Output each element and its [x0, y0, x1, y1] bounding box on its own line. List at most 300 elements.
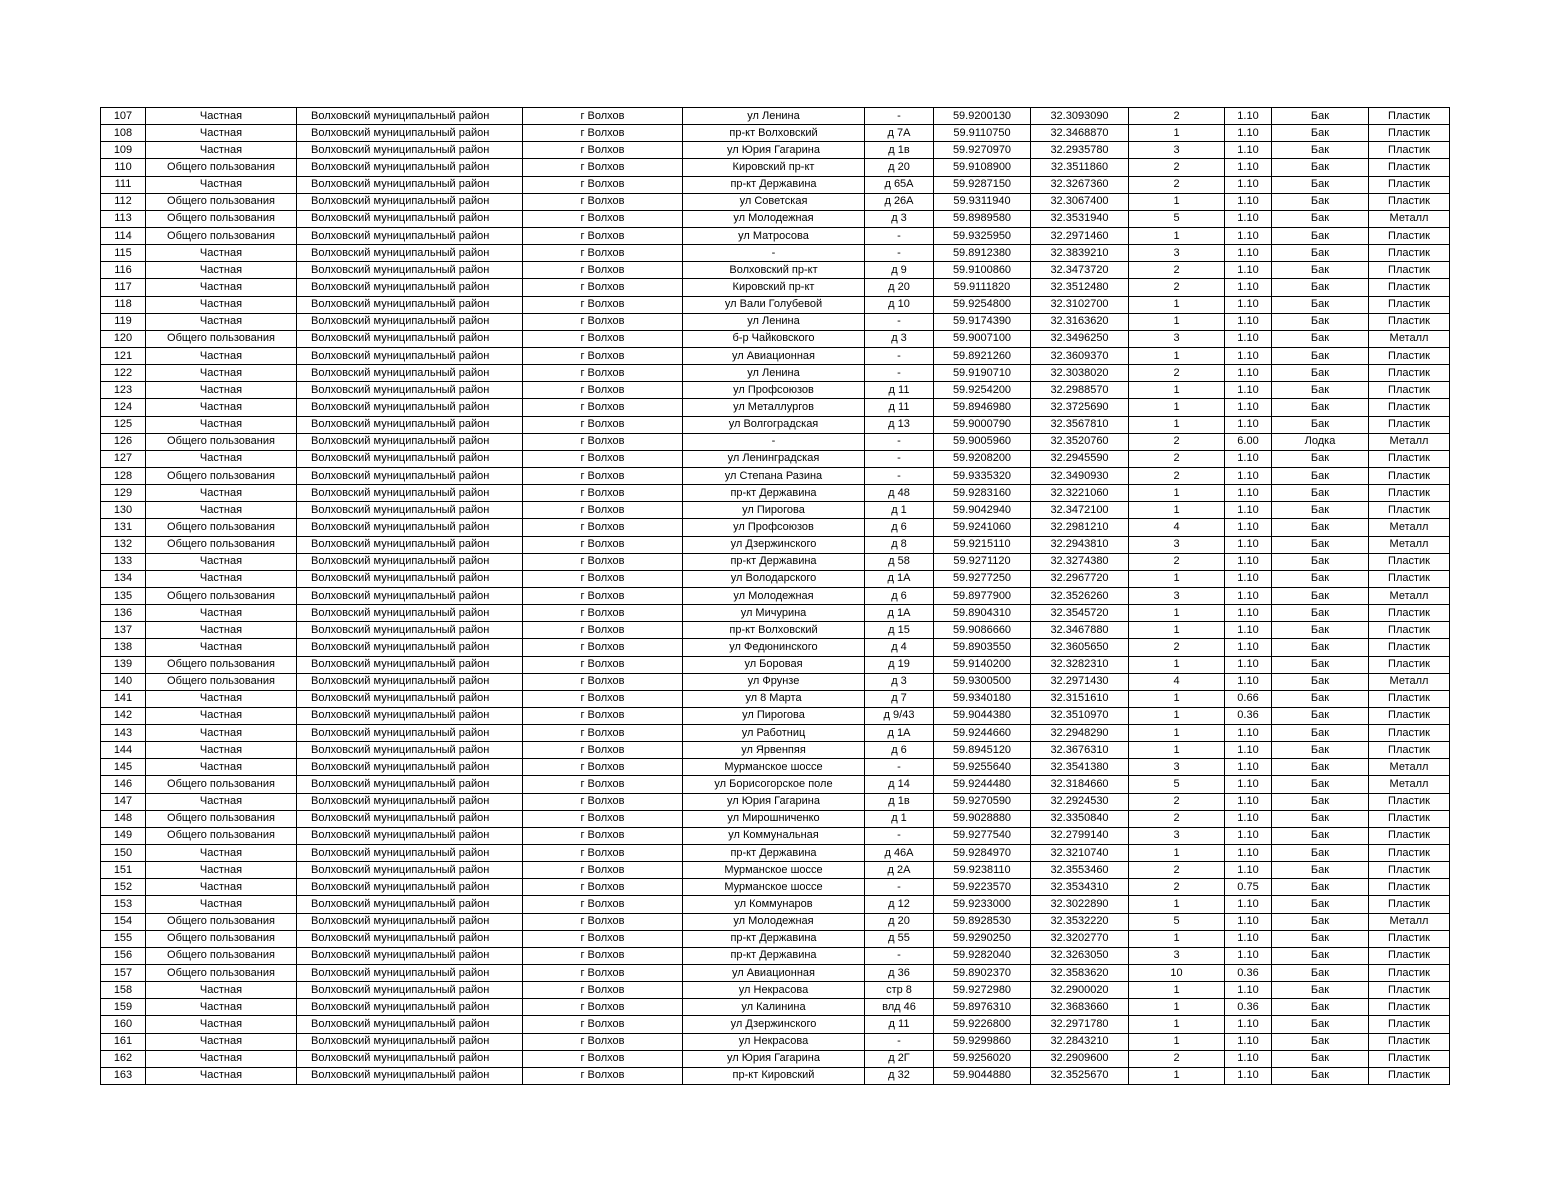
volume-cell: 1.10 — [1225, 536, 1272, 553]
street-cell: Мурманское шоссе — [683, 879, 865, 896]
ownership-cell: Частная — [146, 502, 297, 519]
container-count-cell: 1 — [1129, 605, 1225, 622]
house-cell: стр 8 — [865, 982, 934, 999]
material-cell: Пластик — [1369, 382, 1450, 399]
row-number-cell: 157 — [101, 965, 146, 982]
latitude-cell: 59.9270590 — [934, 793, 1031, 810]
house-cell: д 1 — [865, 502, 934, 519]
ownership-cell: Частная — [146, 707, 297, 724]
longitude-cell: 32.2971780 — [1031, 1016, 1129, 1033]
latitude-cell: 59.9277540 — [934, 827, 1031, 844]
container-count-cell: 2 — [1129, 862, 1225, 879]
street-cell: ул Некрасова — [683, 982, 865, 999]
latitude-cell: 59.9007100 — [934, 330, 1031, 347]
district-cell: Волховский муниципальный район — [297, 227, 523, 244]
district-cell: Волховский муниципальный район — [297, 570, 523, 587]
city-cell: г Волхов — [523, 587, 683, 604]
latitude-cell: 59.9100860 — [934, 262, 1031, 279]
longitude-cell: 32.2967720 — [1031, 570, 1129, 587]
street-cell: Кировский пр-кт — [683, 159, 865, 176]
container-type-cell: Бак — [1272, 965, 1369, 982]
latitude-cell: 59.9271120 — [934, 553, 1031, 570]
ownership-cell: Частная — [146, 845, 297, 862]
ownership-cell: Частная — [146, 862, 297, 879]
house-cell: - — [865, 347, 934, 364]
longitude-cell: 32.3676310 — [1031, 742, 1129, 759]
city-cell: г Волхов — [523, 245, 683, 262]
house-cell: - — [865, 245, 934, 262]
volume-cell: 0.66 — [1225, 690, 1272, 707]
row-number-cell: 161 — [101, 1033, 146, 1050]
district-cell: Волховский муниципальный район — [297, 176, 523, 193]
house-cell: д 65А — [865, 176, 934, 193]
table-row — [101, 742, 1450, 759]
material-cell: Металл — [1369, 433, 1450, 450]
latitude-cell: 59.9233000 — [934, 896, 1031, 913]
container-count-cell: 1 — [1129, 502, 1225, 519]
table-row — [101, 879, 1450, 896]
longitude-cell: 32.2924530 — [1031, 793, 1129, 810]
volume-cell: 1.10 — [1225, 845, 1272, 862]
latitude-cell: 59.9244660 — [934, 725, 1031, 742]
container-type-cell: Бак — [1272, 536, 1369, 553]
container-type-cell: Бак — [1272, 159, 1369, 176]
street-cell: Мурманское шоссе — [683, 862, 865, 879]
material-cell: Пластик — [1369, 827, 1450, 844]
latitude-cell: 59.9335320 — [934, 467, 1031, 484]
house-cell: д 7 — [865, 690, 934, 707]
volume-cell: 1.10 — [1225, 502, 1272, 519]
city-cell: г Волхов — [523, 450, 683, 467]
longitude-cell: 32.3102700 — [1031, 296, 1129, 313]
longitude-cell: 32.2900020 — [1031, 982, 1129, 999]
city-cell: г Волхов — [523, 1050, 683, 1067]
house-cell: - — [865, 827, 934, 844]
city-cell: г Волхов — [523, 810, 683, 827]
volume-cell: 1.10 — [1225, 159, 1272, 176]
table-row — [101, 913, 1450, 930]
longitude-cell: 32.2945590 — [1031, 450, 1129, 467]
container-type-cell: Бак — [1272, 313, 1369, 330]
ownership-cell: Общего пользования — [146, 776, 297, 793]
city-cell: г Волхов — [523, 605, 683, 622]
volume-cell: 0.36 — [1225, 965, 1272, 982]
latitude-cell: 59.9226800 — [934, 1016, 1031, 1033]
volume-cell: 1.10 — [1225, 605, 1272, 622]
district-cell: Волховский муниципальный район — [297, 382, 523, 399]
longitude-cell: 32.3520760 — [1031, 433, 1129, 450]
district-cell: Волховский муниципальный район — [297, 296, 523, 313]
table-row — [101, 467, 1450, 484]
house-cell: - — [865, 365, 934, 382]
row-number-cell: 114 — [101, 227, 146, 244]
container-type-cell: Бак — [1272, 485, 1369, 502]
street-cell: ул Работниц — [683, 725, 865, 742]
house-cell: - — [865, 108, 934, 125]
ownership-cell: Общего пользования — [146, 810, 297, 827]
longitude-cell: 32.3202770 — [1031, 930, 1129, 947]
container-count-cell: 2 — [1129, 450, 1225, 467]
container-count-cell: 1 — [1129, 690, 1225, 707]
row-number-cell: 133 — [101, 553, 146, 570]
longitude-cell: 32.3496250 — [1031, 330, 1129, 347]
row-number-cell: 128 — [101, 467, 146, 484]
district-cell: Волховский муниципальный район — [297, 519, 523, 536]
city-cell: г Волхов — [523, 913, 683, 930]
latitude-cell: 59.9174390 — [934, 313, 1031, 330]
container-count-cell: 3 — [1129, 536, 1225, 553]
district-cell: Волховский муниципальный район — [297, 433, 523, 450]
container-type-cell: Бак — [1272, 570, 1369, 587]
city-cell: г Волхов — [523, 279, 683, 296]
house-cell: д 32 — [865, 1067, 934, 1084]
volume-cell: 1.10 — [1225, 759, 1272, 776]
longitude-cell: 32.2971460 — [1031, 227, 1129, 244]
table-row — [101, 810, 1450, 827]
longitude-cell: 32.2988570 — [1031, 382, 1129, 399]
house-cell: - — [865, 467, 934, 484]
container-count-cell: 10 — [1129, 965, 1225, 982]
street-cell: ул Володарского — [683, 570, 865, 587]
district-cell: Волховский муниципальный район — [297, 742, 523, 759]
house-cell: д 11 — [865, 382, 934, 399]
container-type-cell: Бак — [1272, 142, 1369, 159]
street-cell: ул Боровая — [683, 656, 865, 673]
row-number-cell: 159 — [101, 999, 146, 1016]
district-cell: Волховский муниципальный район — [297, 947, 523, 964]
street-cell: пр-кт Волховский — [683, 125, 865, 142]
city-cell: г Волхов — [523, 622, 683, 639]
volume-cell: 1.10 — [1225, 827, 1272, 844]
longitude-cell: 32.3263050 — [1031, 947, 1129, 964]
street-cell: ул Молодежная — [683, 913, 865, 930]
ownership-cell: Общего пользования — [146, 519, 297, 536]
latitude-cell: 59.9000790 — [934, 416, 1031, 433]
ownership-cell: Частная — [146, 399, 297, 416]
latitude-cell: 59.9208200 — [934, 450, 1031, 467]
district-cell: Волховский муниципальный район — [297, 930, 523, 947]
street-cell: ул Дзержинского — [683, 536, 865, 553]
container-type-cell: Бак — [1272, 587, 1369, 604]
material-cell: Пластик — [1369, 485, 1450, 502]
city-cell: г Волхов — [523, 365, 683, 382]
material-cell: Пластик — [1369, 365, 1450, 382]
volume-cell: 1.10 — [1225, 810, 1272, 827]
row-number-cell: 122 — [101, 365, 146, 382]
longitude-cell: 32.3511860 — [1031, 159, 1129, 176]
longitude-cell: 32.3467880 — [1031, 622, 1129, 639]
district-cell: Волховский муниципальный район — [297, 553, 523, 570]
latitude-cell: 59.8945120 — [934, 742, 1031, 759]
container-count-cell: 1 — [1129, 1016, 1225, 1033]
longitude-cell: 32.3541380 — [1031, 759, 1129, 776]
house-cell: - — [865, 879, 934, 896]
latitude-cell: 59.9215110 — [934, 536, 1031, 553]
city-cell: г Волхов — [523, 142, 683, 159]
street-cell: ул Мичурина — [683, 605, 865, 622]
city-cell: г Волхов — [523, 553, 683, 570]
table-row — [101, 725, 1450, 742]
city-cell: г Волхов — [523, 879, 683, 896]
volume-cell: 1.10 — [1225, 176, 1272, 193]
material-cell: Металл — [1369, 210, 1450, 227]
table-row — [101, 999, 1450, 1016]
container-count-cell: 2 — [1129, 1050, 1225, 1067]
city-cell: г Волхов — [523, 793, 683, 810]
row-number-cell: 131 — [101, 519, 146, 536]
ownership-cell: Частная — [146, 450, 297, 467]
ownership-cell: Частная — [146, 279, 297, 296]
table-row — [101, 330, 1450, 347]
city-cell: г Волхов — [523, 519, 683, 536]
latitude-cell: 59.9254800 — [934, 296, 1031, 313]
ownership-cell: Частная — [146, 879, 297, 896]
street-cell: ул Молодежная — [683, 587, 865, 604]
volume-cell: 1.10 — [1225, 193, 1272, 210]
material-cell: Пластик — [1369, 879, 1450, 896]
table-row — [101, 176, 1450, 193]
latitude-cell: 59.8904310 — [934, 605, 1031, 622]
container-type-cell: Бак — [1272, 347, 1369, 364]
container-type-cell: Бак — [1272, 1016, 1369, 1033]
container-count-cell: 1 — [1129, 347, 1225, 364]
house-cell: д 9 — [865, 262, 934, 279]
material-cell: Пластик — [1369, 570, 1450, 587]
street-cell: ул Юрия Гагарина — [683, 793, 865, 810]
container-type-cell: Бак — [1272, 210, 1369, 227]
latitude-cell: 59.9283160 — [934, 485, 1031, 502]
container-type-cell: Бак — [1272, 656, 1369, 673]
ownership-cell: Общего пользования — [146, 467, 297, 484]
volume-cell: 1.10 — [1225, 930, 1272, 947]
material-cell: Металл — [1369, 587, 1450, 604]
table-row — [101, 108, 1450, 125]
district-cell: Волховский муниципальный район — [297, 1050, 523, 1067]
longitude-cell: 32.3609370 — [1031, 347, 1129, 364]
house-cell: д 1в — [865, 142, 934, 159]
latitude-cell: 59.9325950 — [934, 227, 1031, 244]
container-type-cell: Бак — [1272, 845, 1369, 862]
container-count-cell: 1 — [1129, 845, 1225, 862]
longitude-cell: 32.3526260 — [1031, 587, 1129, 604]
container-type-cell: Бак — [1272, 467, 1369, 484]
street-cell: ул Волгоградская — [683, 416, 865, 433]
row-number-cell: 119 — [101, 313, 146, 330]
table-row — [101, 965, 1450, 982]
volume-cell: 1.10 — [1225, 570, 1272, 587]
ownership-cell: Частная — [146, 108, 297, 125]
material-cell: Пластик — [1369, 296, 1450, 313]
table-row — [101, 690, 1450, 707]
latitude-cell: 59.9140200 — [934, 656, 1031, 673]
district-cell: Волховский муниципальный район — [297, 450, 523, 467]
container-count-cell: 2 — [1129, 159, 1225, 176]
city-cell: г Волхов — [523, 673, 683, 690]
container-count-cell: 1 — [1129, 570, 1225, 587]
table-row — [101, 142, 1450, 159]
latitude-cell: 59.8902370 — [934, 965, 1031, 982]
material-cell: Пластик — [1369, 399, 1450, 416]
latitude-cell: 59.9277250 — [934, 570, 1031, 587]
container-type-cell: Бак — [1272, 1067, 1369, 1084]
latitude-cell: 59.9254200 — [934, 382, 1031, 399]
container-count-cell: 3 — [1129, 245, 1225, 262]
ownership-cell: Частная — [146, 416, 297, 433]
row-number-cell: 112 — [101, 193, 146, 210]
street-cell: ул Ленина — [683, 365, 865, 382]
container-type-cell: Бак — [1272, 639, 1369, 656]
latitude-cell: 59.9300500 — [934, 673, 1031, 690]
house-cell: д 1в — [865, 793, 934, 810]
container-type-cell: Бак — [1272, 707, 1369, 724]
latitude-cell: 59.9223570 — [934, 879, 1031, 896]
district-cell: Волховский муниципальный район — [297, 536, 523, 553]
street-cell: пр-кт Державина — [683, 553, 865, 570]
district-cell: Волховский муниципальный район — [297, 622, 523, 639]
latitude-cell: 59.9028880 — [934, 810, 1031, 827]
row-number-cell: 132 — [101, 536, 146, 553]
house-cell: д 46А — [865, 845, 934, 862]
district-cell: Волховский муниципальный район — [297, 330, 523, 347]
table-row — [101, 1033, 1450, 1050]
district-cell: Волховский муниципальный район — [297, 125, 523, 142]
container-count-cell: 3 — [1129, 759, 1225, 776]
latitude-cell: 59.9044380 — [934, 707, 1031, 724]
container-count-cell: 5 — [1129, 210, 1225, 227]
city-cell: г Волхов — [523, 330, 683, 347]
container-count-cell: 3 — [1129, 142, 1225, 159]
street-cell: б-р Чайковского — [683, 330, 865, 347]
container-type-cell: Бак — [1272, 896, 1369, 913]
ownership-cell: Частная — [146, 176, 297, 193]
container-type-cell: Бак — [1272, 245, 1369, 262]
container-count-cell: 1 — [1129, 707, 1225, 724]
house-cell: - — [865, 433, 934, 450]
material-cell: Пластик — [1369, 1016, 1450, 1033]
ownership-cell: Частная — [146, 622, 297, 639]
row-number-cell: 155 — [101, 930, 146, 947]
row-number-cell: 113 — [101, 210, 146, 227]
longitude-cell: 32.3545720 — [1031, 605, 1129, 622]
container-count-cell: 2 — [1129, 176, 1225, 193]
house-cell: д 3 — [865, 673, 934, 690]
district-cell: Волховский муниципальный район — [297, 347, 523, 364]
city-cell: г Волхов — [523, 827, 683, 844]
material-cell: Пластик — [1369, 159, 1450, 176]
container-type-cell: Бак — [1272, 947, 1369, 964]
street-cell: ул Юрия Гагарина — [683, 142, 865, 159]
longitude-cell: 32.3512480 — [1031, 279, 1129, 296]
container-type-cell: Бак — [1272, 502, 1369, 519]
ownership-cell: Частная — [146, 639, 297, 656]
ownership-cell: Частная — [146, 313, 297, 330]
longitude-cell: 32.3531940 — [1031, 210, 1129, 227]
table-row — [101, 502, 1450, 519]
material-cell: Пластик — [1369, 467, 1450, 484]
city-cell: г Волхов — [523, 1067, 683, 1084]
ownership-cell: Частная — [146, 896, 297, 913]
district-cell: Волховский муниципальный район — [297, 1033, 523, 1050]
material-cell: Пластик — [1369, 1050, 1450, 1067]
material-cell: Пластик — [1369, 947, 1450, 964]
ownership-cell: Частная — [146, 553, 297, 570]
house-cell: д 20 — [865, 159, 934, 176]
ownership-cell: Частная — [146, 142, 297, 159]
city-cell: г Волхов — [523, 262, 683, 279]
container-type-cell: Бак — [1272, 262, 1369, 279]
street-cell: пр-кт Державина — [683, 176, 865, 193]
ownership-cell: Общего пользования — [146, 965, 297, 982]
row-number-cell: 125 — [101, 416, 146, 433]
district-cell: Волховский муниципальный район — [297, 725, 523, 742]
house-cell: д 6 — [865, 742, 934, 759]
street-cell: ул Молодежная — [683, 210, 865, 227]
material-cell: Металл — [1369, 330, 1450, 347]
volume-cell: 1.10 — [1225, 347, 1272, 364]
street-cell: ул Федюнинского — [683, 639, 865, 656]
row-number-cell: 156 — [101, 947, 146, 964]
material-cell: Пластик — [1369, 605, 1450, 622]
row-number-cell: 142 — [101, 707, 146, 724]
container-type-cell: Бак — [1272, 1050, 1369, 1067]
table-row — [101, 776, 1450, 793]
district-cell: Волховский муниципальный район — [297, 485, 523, 502]
longitude-cell: 32.3510970 — [1031, 707, 1129, 724]
house-cell: д 3 — [865, 330, 934, 347]
material-cell: Пластик — [1369, 742, 1450, 759]
street-cell: ул Вали Голубевой — [683, 296, 865, 313]
city-cell: г Волхов — [523, 210, 683, 227]
street-cell: ул Коммунаров — [683, 896, 865, 913]
latitude-cell: 59.8989580 — [934, 210, 1031, 227]
district-cell: Волховский муниципальный район — [297, 759, 523, 776]
city-cell: г Волхов — [523, 965, 683, 982]
material-cell: Пластик — [1369, 725, 1450, 742]
city-cell: г Волхов — [523, 570, 683, 587]
longitude-cell: 32.3067400 — [1031, 193, 1129, 210]
street-cell: ул Юрия Гагарина — [683, 1050, 865, 1067]
row-number-cell: 137 — [101, 622, 146, 639]
ownership-cell: Общего пользования — [146, 656, 297, 673]
row-number-cell: 124 — [101, 399, 146, 416]
volume-cell: 1.10 — [1225, 776, 1272, 793]
container-count-cell: 4 — [1129, 519, 1225, 536]
house-cell: - — [865, 313, 934, 330]
row-number-cell: 126 — [101, 433, 146, 450]
ownership-cell: Частная — [146, 1016, 297, 1033]
material-cell: Пластик — [1369, 227, 1450, 244]
row-number-cell: 153 — [101, 896, 146, 913]
container-count-cell: 3 — [1129, 330, 1225, 347]
volume-cell: 1.10 — [1225, 896, 1272, 913]
container-count-cell: 2 — [1129, 433, 1225, 450]
latitude-cell: 59.9290250 — [934, 930, 1031, 947]
table-row — [101, 485, 1450, 502]
latitude-cell: 59.9005960 — [934, 433, 1031, 450]
street-cell: ул Авиационная — [683, 347, 865, 364]
material-cell: Металл — [1369, 759, 1450, 776]
material-cell: Пластик — [1369, 553, 1450, 570]
table-row — [101, 707, 1450, 724]
volume-cell: 1.10 — [1225, 262, 1272, 279]
latitude-cell: 59.8921260 — [934, 347, 1031, 364]
container-type-cell: Бак — [1272, 176, 1369, 193]
container-type-cell: Бак — [1272, 125, 1369, 142]
latitude-cell: 59.9241060 — [934, 519, 1031, 536]
house-cell: д 14 — [865, 776, 934, 793]
table-row — [101, 570, 1450, 587]
container-count-cell: 2 — [1129, 467, 1225, 484]
